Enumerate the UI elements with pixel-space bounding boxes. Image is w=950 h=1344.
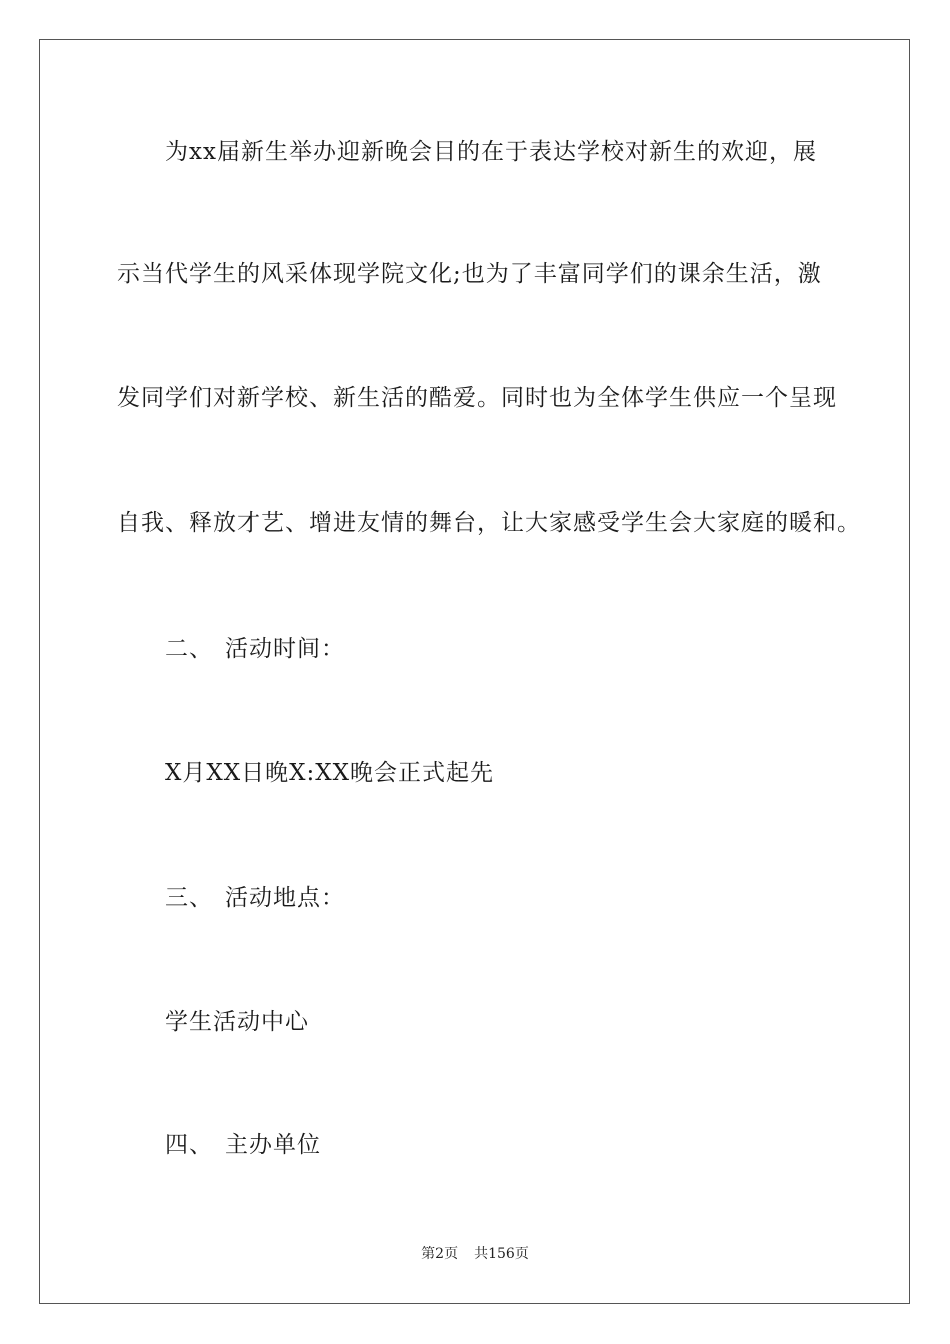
section-heading-time: [165, 634, 345, 664]
paragraph-line-3: 发同学们对新学校、新生活的酷爱。同时也为全体学生供应一个呈现: [117, 385, 837, 411]
section-title: 活动地点：: [225, 885, 345, 911]
venue-text: 学生活动中心: [165, 1009, 309, 1035]
paragraph-line-2: 示当代学生的风采体现学院文化;也为了丰富同学们的课余生活，激: [117, 261, 822, 287]
section-heading-organizer: [165, 1130, 321, 1160]
page-border: [39, 39, 910, 1304]
section-title: 活动时间：: [225, 636, 345, 662]
paragraph-line-4: 自我、释放才艺、增进友情的舞台，让大家感受学生会大家庭的暖和。: [117, 510, 861, 536]
time-text: X月XX日晚X:XX晚会正式起先: [165, 760, 494, 786]
section-number: 四、: [165, 1132, 213, 1158]
section-heading-venue: [165, 883, 345, 913]
section-title: 主办单位: [225, 1132, 321, 1158]
paragraph-line-1: 为xx届新生举办迎新晚会目的在于表达学校对新生的欢迎，展: [165, 139, 817, 165]
section-number: 三、: [165, 885, 213, 911]
page-footer: [0, 1244, 950, 1264]
page-total: 共156页: [474, 1246, 529, 1262]
section-number: 二、: [165, 636, 213, 662]
page-number: 第2页: [421, 1246, 459, 1262]
